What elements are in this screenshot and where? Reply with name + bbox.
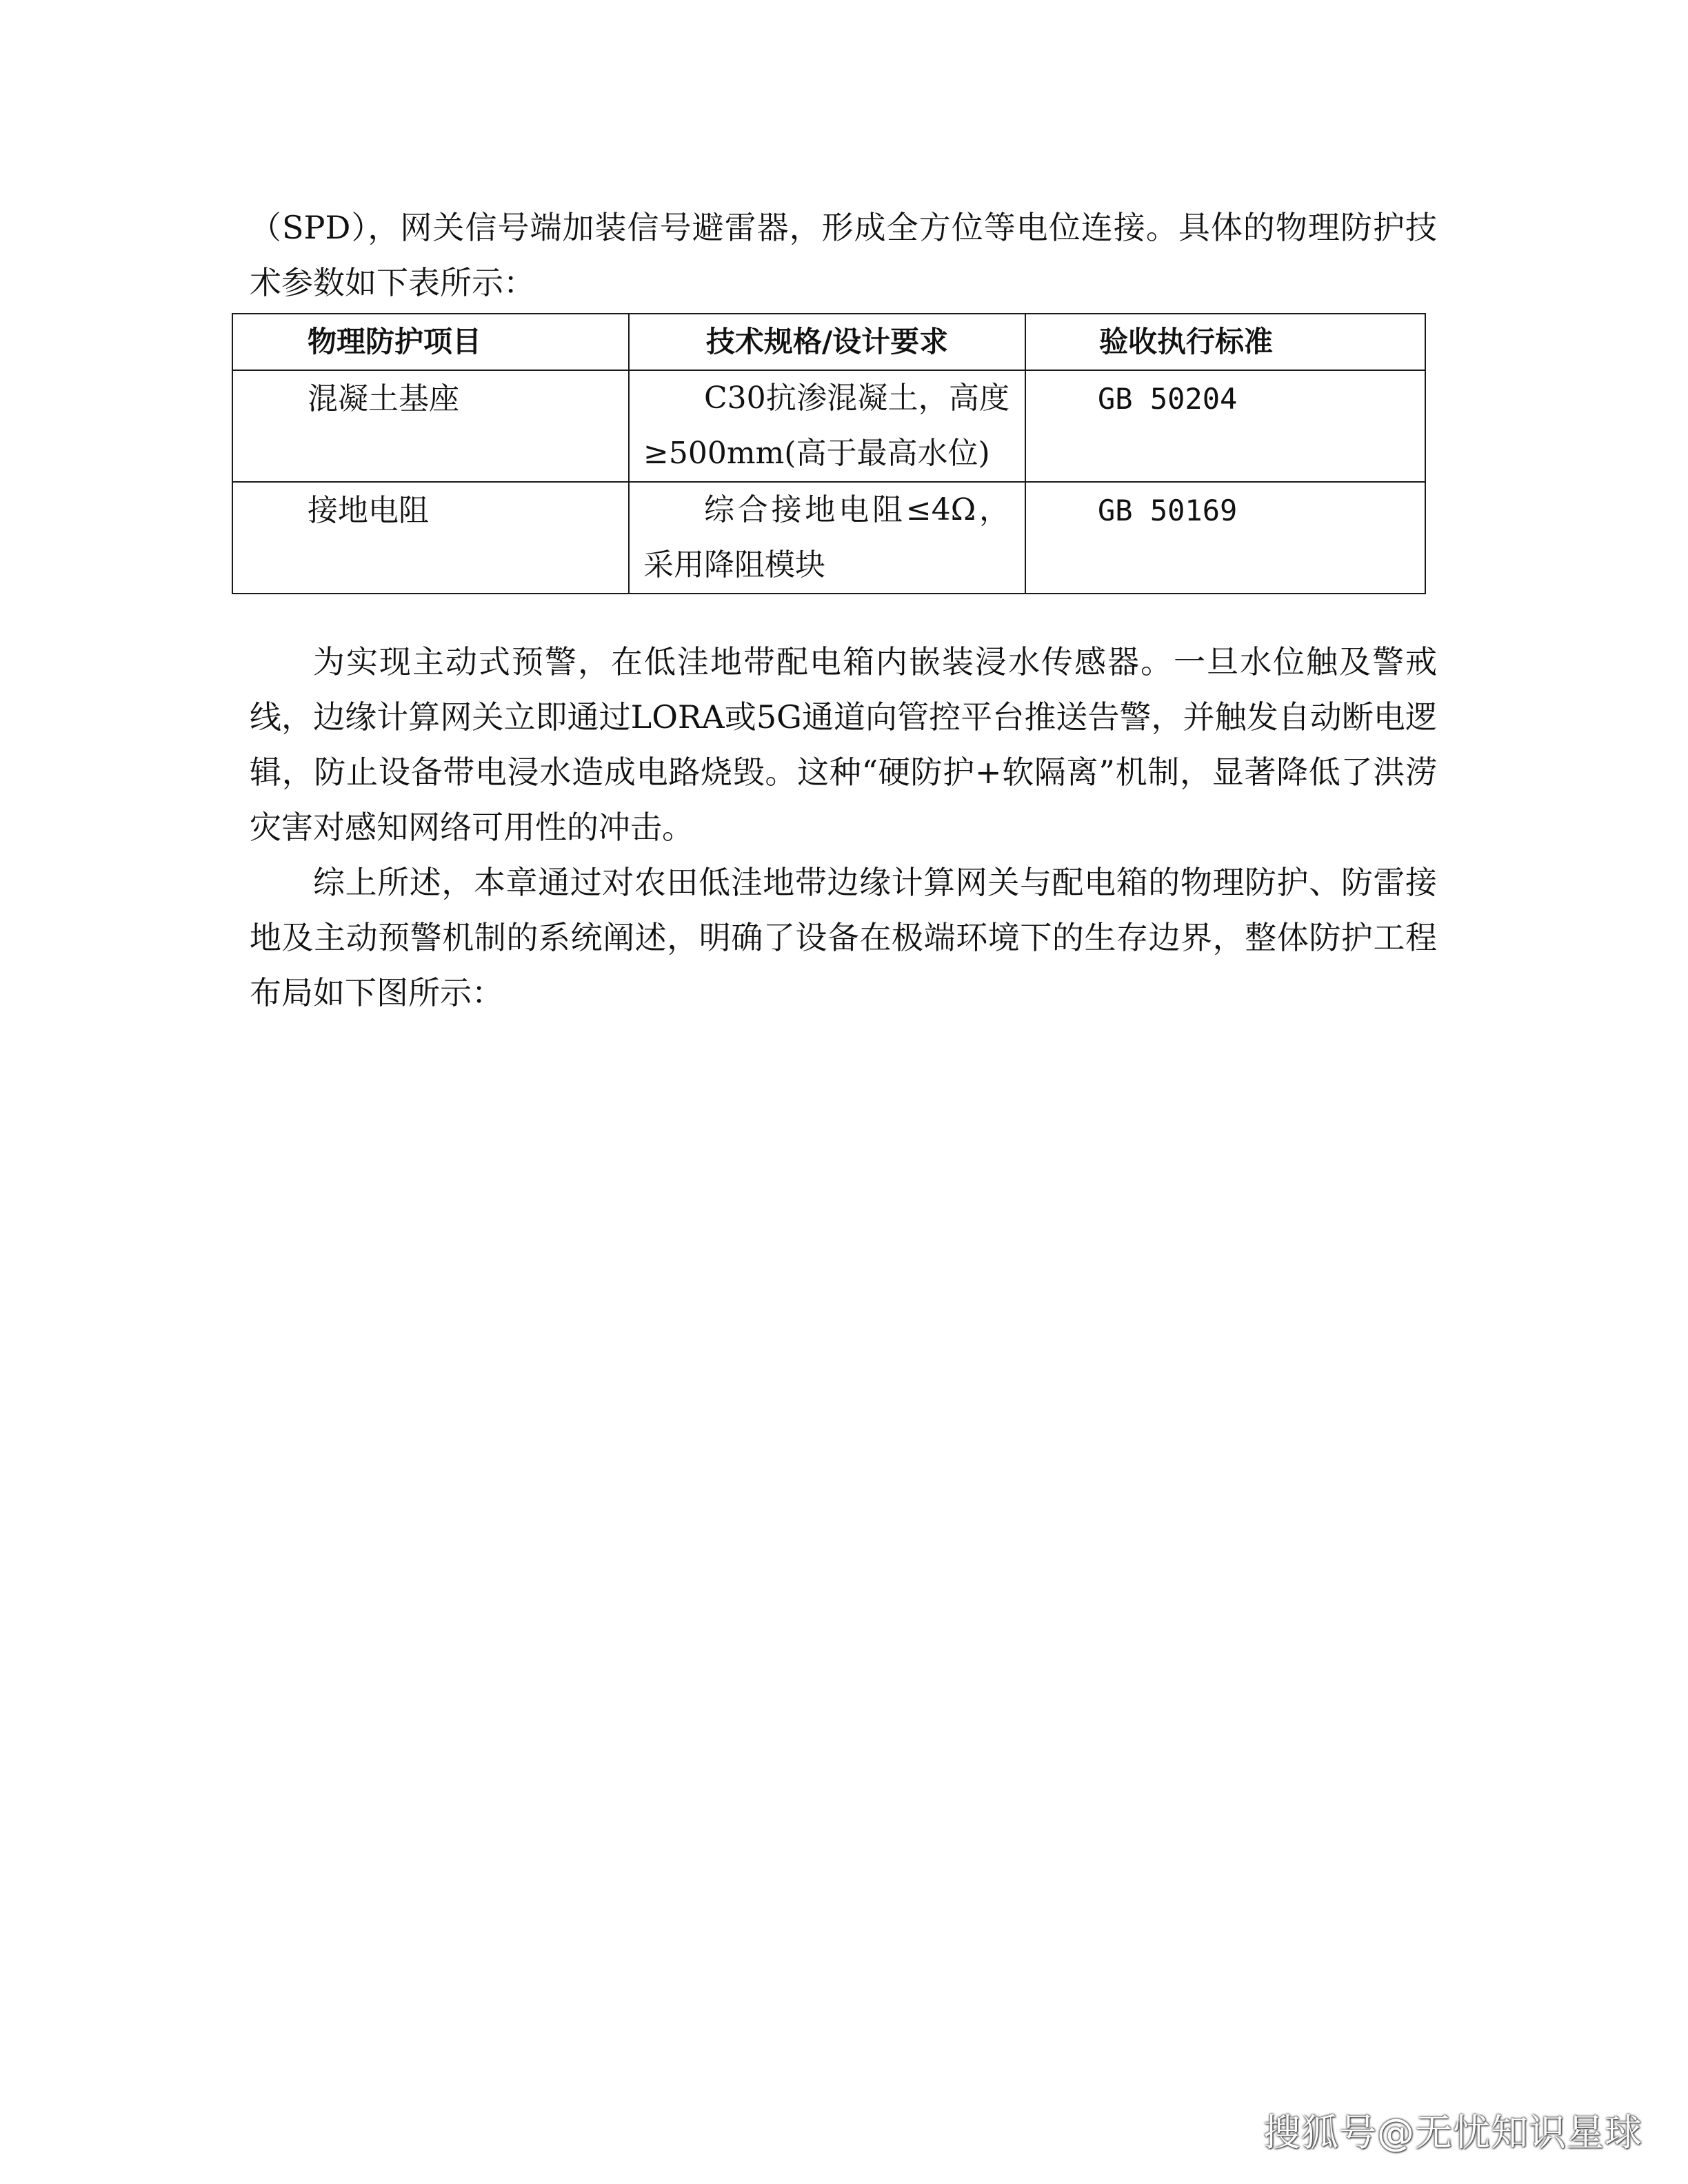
header-standard: 验收执行标准 xyxy=(1025,314,1425,370)
cell-standard: GB 50204 xyxy=(1025,370,1425,482)
header-protection-item: 物理防护项目 xyxy=(232,314,629,370)
protection-spec-table xyxy=(232,313,1426,594)
cell-item: 混凝土基座 xyxy=(232,370,629,482)
header-spec: 技术规格/设计要求 xyxy=(629,314,1025,370)
document-body xyxy=(250,200,1437,1020)
paragraph-early-warning: 为实现主动式预警，在低洼地带配电箱内嵌装浸水传感器。一旦水位触及警戒线，边缘计算网关立即通过LORA或5G通道向管控平台推送告警，并触发自动断电逻辑，防止设备带电浸水造成电路烧毁。这种“硬防护+软隔离”机制，显著降低了洪涝灾害对感知网络可用性的冲击。 xyxy=(250,643,1437,846)
paragraph-intro: （SPD），网关信号端加装信号避雷器，形成全方位等电位连接。具体的物理防护技术参数如下表所示： xyxy=(250,209,1437,301)
cell-standard: GB 50169 xyxy=(1025,482,1425,594)
cell-spec: 综合接地电阻≤4Ω，采用降阻模块 xyxy=(629,482,1025,594)
table-header-row xyxy=(232,314,1425,370)
spacer xyxy=(250,594,1437,634)
cell-spec: C30抗渗混凝土，高度≥500mm(高于最高水位) xyxy=(629,370,1025,482)
cell-item: 接地电阻 xyxy=(232,482,629,594)
table-row xyxy=(232,370,1425,482)
paragraph-summary: 综上所述，本章通过对农田低洼地带边缘计算网关与配电箱的物理防护、防雷接地及主动预警机制的系统阐述，明确了设备在极端环境下的生存边界，整体防护工程布局如下图所示： xyxy=(250,864,1437,1011)
watermark: 搜狐号@无忧知识星球 xyxy=(1263,2111,1642,2154)
table-row xyxy=(232,482,1425,594)
